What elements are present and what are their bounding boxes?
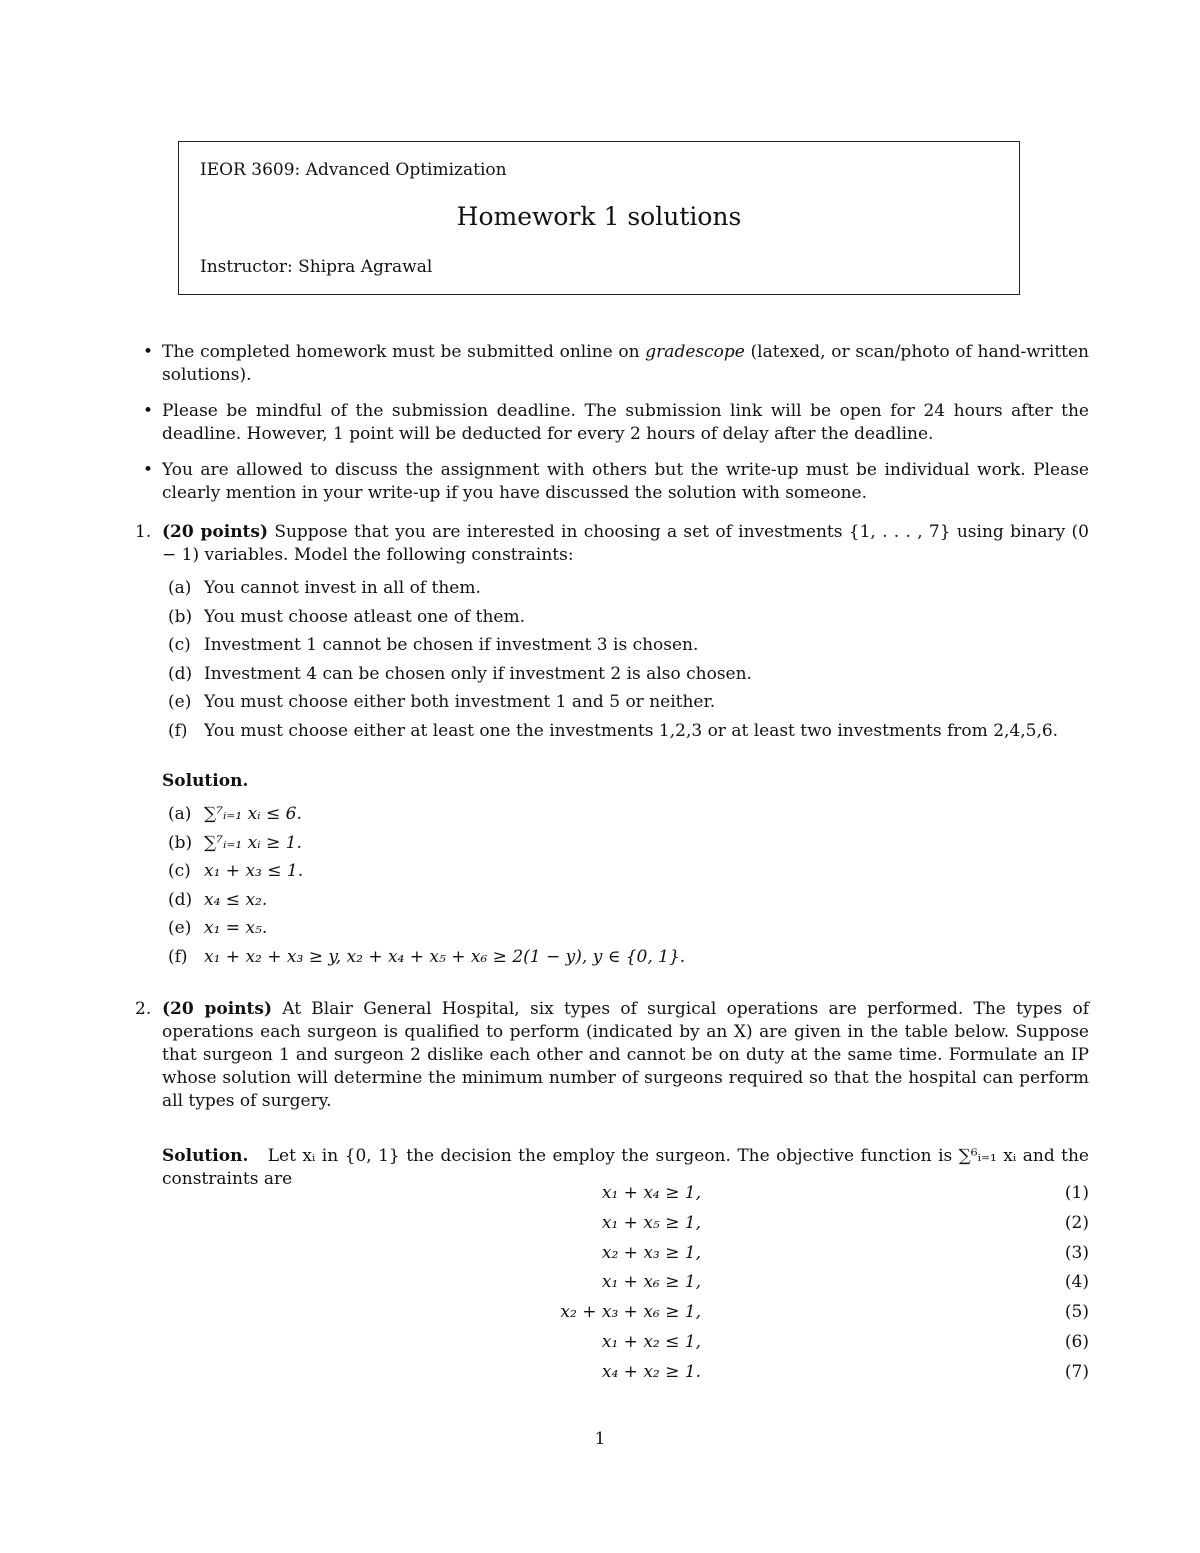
problem-number: 1. — [135, 522, 152, 542]
bullet-icon: • — [143, 401, 154, 421]
list-item: (d) Investment 4 can be chosen only if investment 2 is also chosen. — [168, 663, 752, 684]
list-item: (f) x₁ + x₂ + x₃ ≥ y, x₂ + x₄ + x₅ + x₆ ≥ 2(1 − y), y ∈ {0, 1}. — [168, 946, 686, 967]
list-item: (b) You must choose atleast one of them. — [168, 606, 525, 627]
list-item: (b) ∑⁷ᵢ₌₁ xᵢ ≥ 1. — [168, 832, 302, 853]
instructions-list — [135, 341, 1089, 518]
solution-heading: Solution. — [162, 771, 249, 791]
problem-number: 2. — [135, 999, 152, 1019]
equation-row: x₁ + x₅ ≥ 1, (2) — [601, 1212, 1089, 1233]
gradescope-emphasis: gradescope — [645, 342, 745, 362]
constraint-equations — [135, 1182, 1089, 1391]
points-label: (20 points) — [162, 522, 269, 542]
problem-statement: (20 points) Suppose that you are interested in choosing a set of investments {1, . . . , 7} using binary (0 − 1) variables. Model the following constraints: — [162, 522, 1089, 565]
problem-2 — [135, 998, 1089, 1191]
list-item: (f) You must choose either at least one the investments 1,2,3 or at least two investments from 2,4,5,6. — [168, 720, 1059, 741]
instruction-item: • Please be mindful of the submission deadline. The submission link will be open for 24 hours after the deadline. However, 1 point will be deducted for every 2 hours of delay after the deadline. — [143, 401, 1089, 444]
equation-row: x₁ + x₆ ≥ 1, (4) — [601, 1272, 1089, 1293]
list-item: (c) Investment 1 cannot be chosen if investment 3 is chosen. — [168, 635, 699, 655]
solution-list — [162, 803, 1089, 974]
instruction-item: • The completed homework must be submitted online on gradescope (latexed, or scan/photo of hand-written solutions). — [143, 342, 1089, 385]
homework-title: Homework 1 solutions — [456, 202, 742, 231]
list-item: (e) x₁ = x₅. — [168, 918, 268, 938]
equation-row: x₁ + x₂ ≤ 1, (6) — [601, 1331, 1089, 1352]
course-title: IEOR 3609: Advanced Optimization — [200, 160, 507, 180]
instructor-line: Instructor: Shipra Agrawal — [200, 257, 433, 277]
bullet-icon: • — [143, 342, 154, 362]
page-number: 1 — [594, 1429, 606, 1449]
problem-statement: (20 points) At Blair General Hospital, six types of surgical operations are performed. The types of operations each surgeon is qualified to perform (indicated by an X) are given in the table below. Suppose that surgeon 1 and surgeon 2 dislike each other and cannot be on duty at the same time. Formulate an IP whose solution will determine the minimum number of surgeons required so that the hospital can perform all types of surgery. — [162, 999, 1089, 1111]
equation-row: x₄ + x₂ ≥ 1. (7) — [601, 1361, 1089, 1382]
solution-heading: Solution. — [162, 1146, 249, 1166]
list-item: (d) x₄ ≤ x₂. — [168, 889, 268, 910]
list-item: (e) You must choose either both investment 1 and 5 or neither. — [168, 692, 716, 712]
problem-1 — [135, 521, 1089, 974]
instruction-item: • You are allowed to discuss the assignment with others but the write-up must be individual work. Please clearly mention in your write-up if you have discussed the solution with someone. — [143, 460, 1089, 503]
points-label: (20 points) — [162, 999, 272, 1019]
list-item: (a) You cannot invest in all of them. — [168, 578, 481, 598]
solution-paragraph: Solution. Let xᵢ in {0, 1} the decision the employ the surgeon. The objective function is ∑⁶ᵢ₌₁ xᵢ and the constraints are — [162, 1146, 1089, 1189]
constraint-list — [162, 577, 1089, 748]
list-item: (c) x₁ + x₃ ≤ 1. — [168, 861, 304, 881]
title-box — [178, 141, 1020, 295]
bullet-icon: • — [143, 460, 154, 480]
equation-row: x₁ + x₄ ≥ 1, (1) — [601, 1183, 1089, 1203]
equation-row: x₂ + x₃ + x₆ ≥ 1, (5) — [560, 1302, 1089, 1323]
list-item: (a) ∑⁷ᵢ₌₁ xᵢ ≤ 6. — [168, 804, 302, 824]
equation-row: x₂ + x₃ ≥ 1, (3) — [601, 1242, 1089, 1263]
